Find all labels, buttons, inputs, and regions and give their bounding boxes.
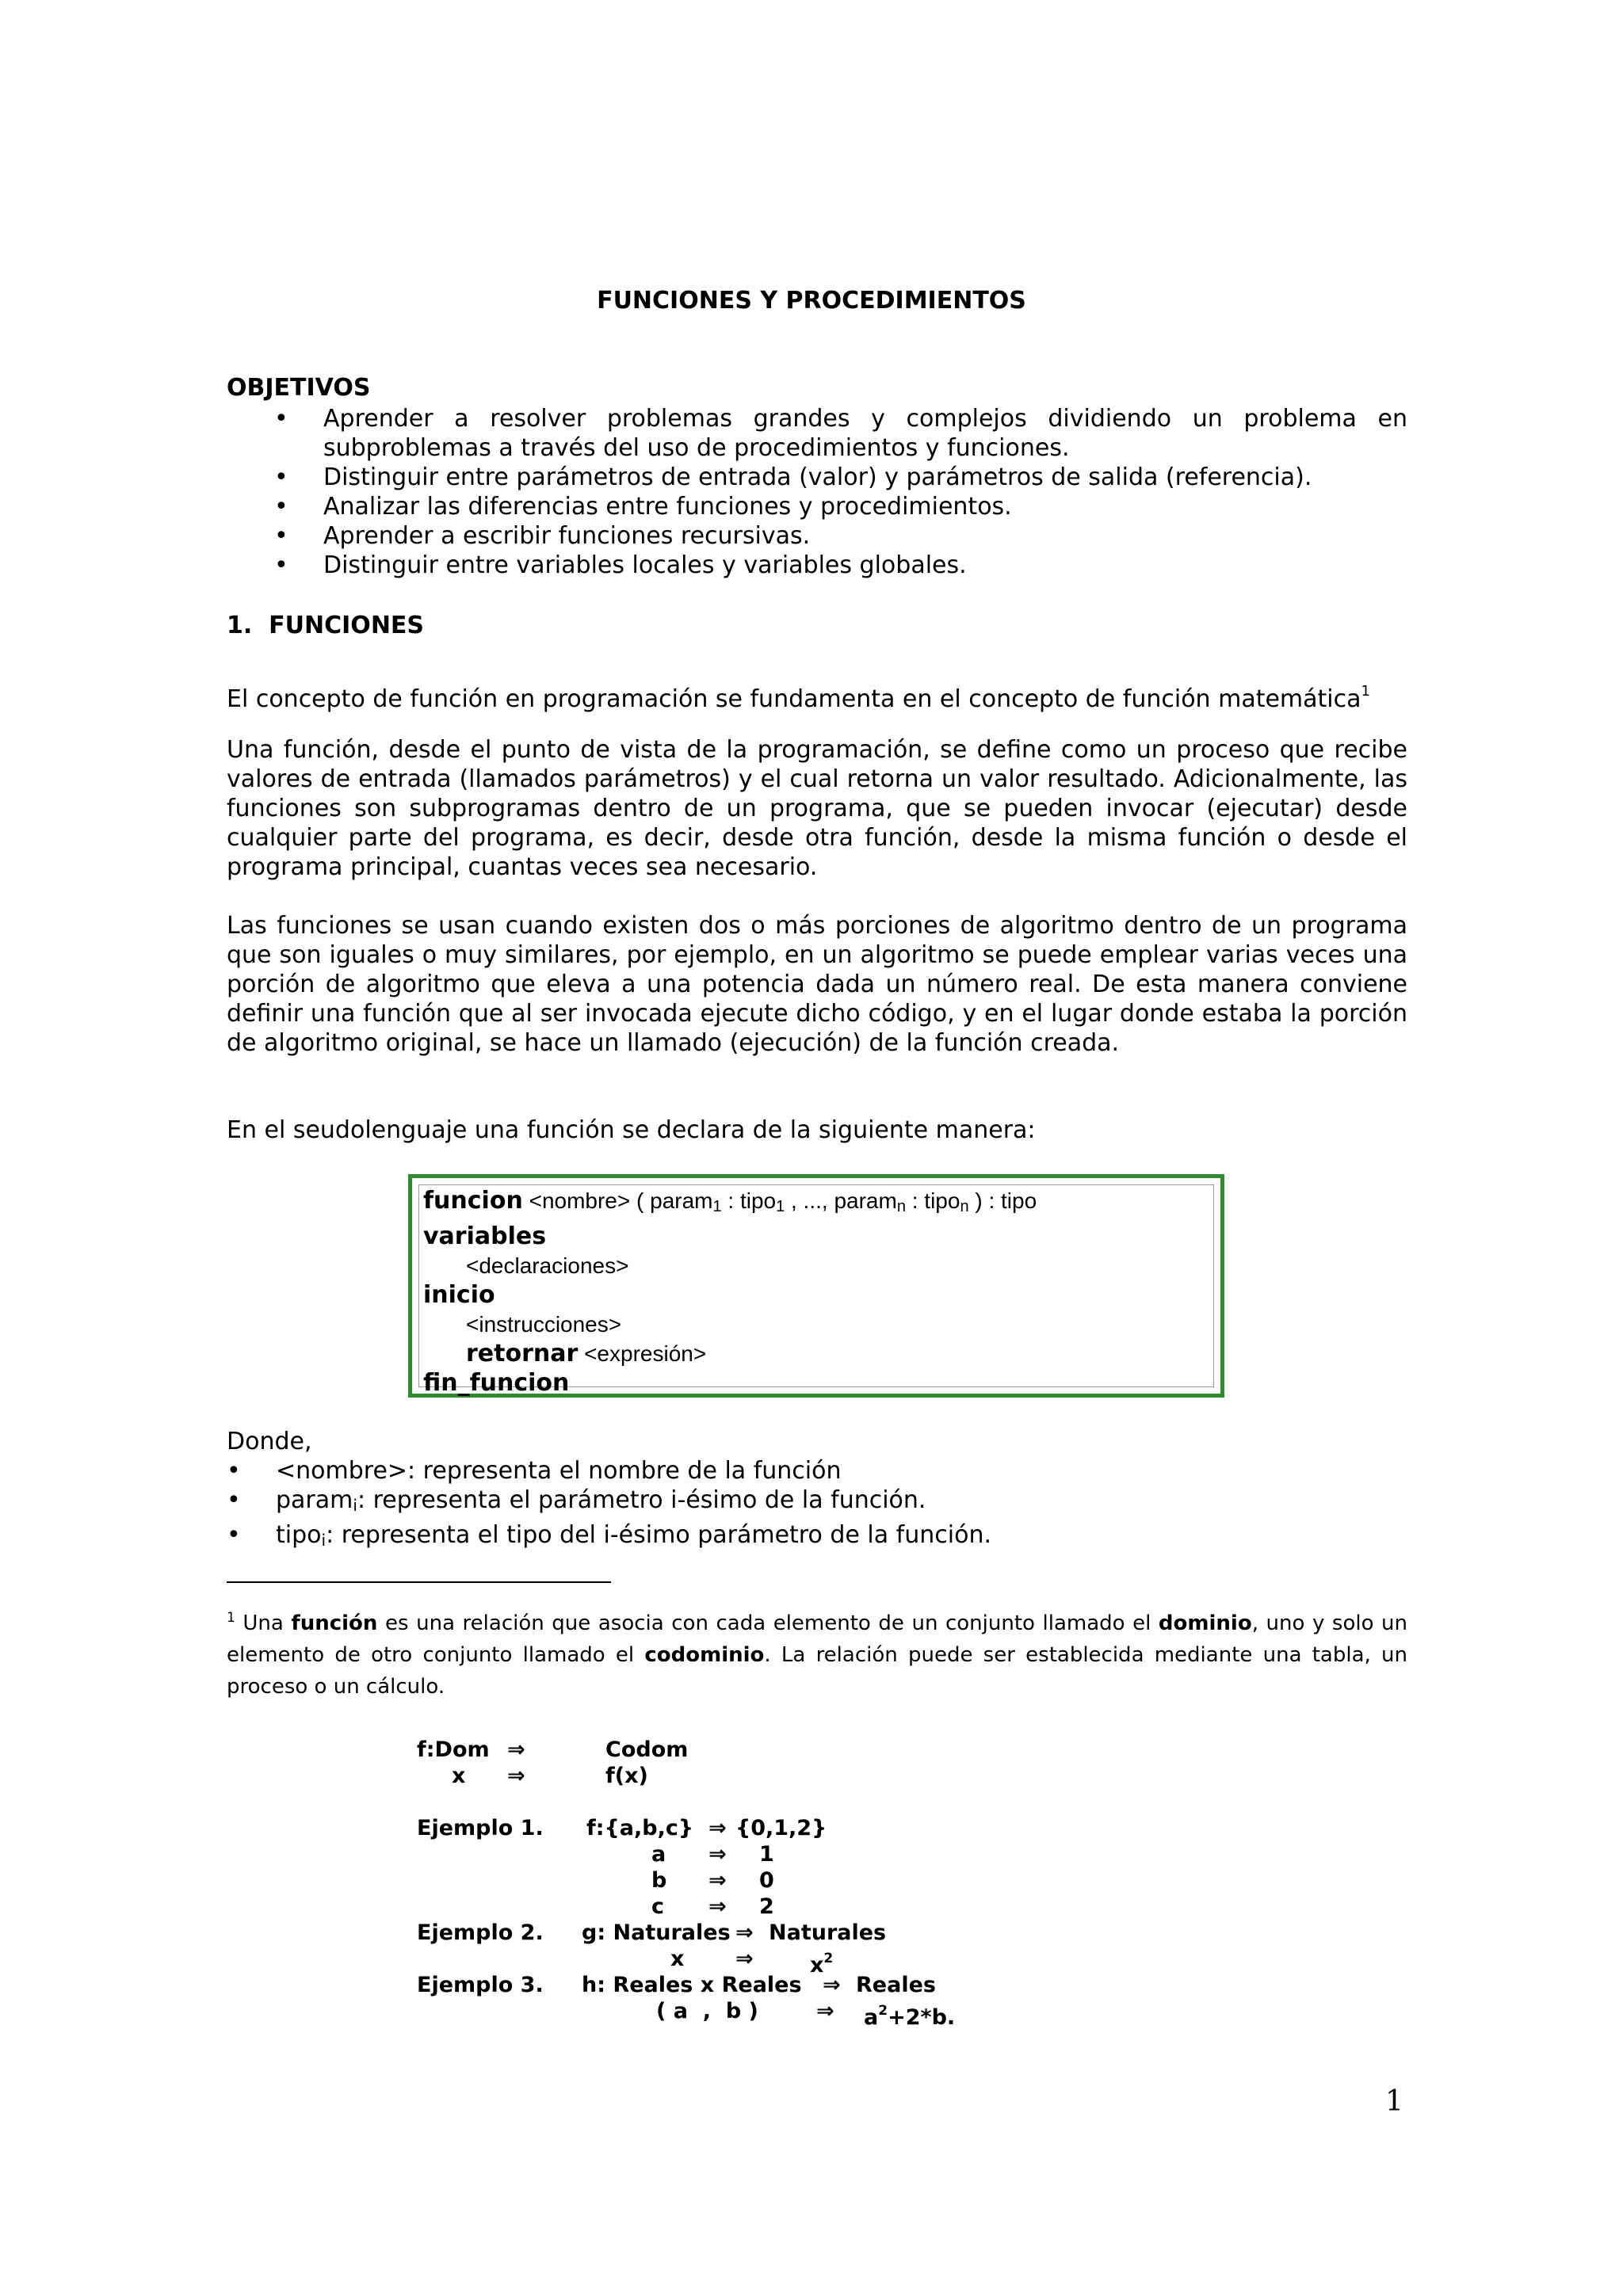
term-description: : representa el parámetro i-ésimo de la función. [357,1486,926,1514]
code-text: : tipo [905,1188,960,1213]
donde-list [227,1456,1407,1555]
footnote-bold: dominio [1158,1611,1252,1635]
code-text: <nombre> ( param [522,1188,713,1213]
example-text: {0,1,2} [735,1816,827,1840]
example-text: g: Naturales [582,1920,731,1945]
page-number: 1 [1385,2085,1403,2118]
arrow-icon: ⇒ [708,1894,727,1919]
code-text: ) : tipo [968,1188,1037,1213]
code-block [423,1186,1037,1398]
subscript: 1 [776,1198,785,1215]
section-title: FUNCIONES [269,612,425,639]
footnote-bold: codominio [644,1643,765,1667]
keyword-variables: variables [423,1222,547,1250]
keyword-retornar: retornar [466,1340,579,1367]
list-item: • Distinguir entre variables locales y variables globales. [227,551,1407,580]
example-text: f(x) [605,1764,648,1788]
example-text: x [810,1953,824,1978]
keyword-funcion: funcion [423,1187,523,1215]
subscript: i [321,1531,327,1550]
arrow-icon: ⇒ [507,1737,525,1762]
footnote-text: Una [235,1611,292,1635]
example-label: Ejemplo 3. [417,1973,544,1997]
objetivos-list [227,404,1407,580]
objetivos-heading: OBJETIVOS [227,374,371,402]
superscript: 2 [823,1951,834,1966]
paragraph-usage: Las funciones se usan cuando existen dos o más porciones de algoritmo dentro de un programa que son iguales o muy similares, por ejemplo, en un algoritmo se puede emplear varias veces una porción de algoritmo que eleva a una potencia dada un número real. De esta manera conviene definir una función que al ser invocada ejecute dicho código, y en el lugar donde estaba la porción de algoritmo original, se hace un llamado (ejecución) de la función creada. [227,912,1407,1057]
example-text: x [670,1947,685,1971]
list-item [227,1520,1407,1555]
arrow-icon: ⇒ [708,1816,727,1840]
example-text: f:{a,b,c} [586,1816,694,1840]
section-heading [227,612,424,639]
arrow-icon: ⇒ [708,1842,727,1867]
example-text: Reales [856,1973,936,1997]
arrow-icon: ⇒ [735,1920,754,1945]
example-text: Codom [605,1737,689,1762]
example-text: h: Reales x Reales [582,1973,802,1997]
example-text: a [864,2005,879,2030]
subscript: 1 [712,1198,722,1215]
term: param [276,1486,353,1514]
arrow-icon: ⇒ [507,1764,525,1788]
subscript: n [896,1198,906,1215]
subscript: n [960,1198,969,1215]
example-text [864,1998,955,2031]
example-text: +2*b. [888,2005,956,2030]
keyword-fin-funcion: fin_funcion [423,1369,570,1397]
example-text: b [651,1868,667,1893]
code-expresion: <expresión> [578,1341,707,1366]
intro-text: El concepto de función en programación se fundamenta en el concepto de función matemática [227,685,1361,713]
code-box [408,1174,1224,1398]
arrow-icon: ⇒ [823,1973,841,1997]
footnote [227,1602,1407,1703]
footnote-text: es una relación que asocia con cada elemento de un conjunto llamado el [377,1611,1159,1635]
page-title: FUNCIONES Y PROCEDIMIENTOS [597,287,1026,315]
code-declaraciones: <declaraciones> [466,1253,629,1278]
intro-paragraph [227,677,1407,714]
footnote-separator [227,1581,611,1583]
section-number: 1. [227,612,253,639]
example-label: Ejemplo 2. [417,1920,544,1945]
list-item: • <nombre>: representa el nombre de la función [227,1456,1407,1486]
code-line-retornar [423,1339,1037,1368]
example-text: c [651,1894,665,1919]
keyword-inicio: inicio [423,1281,495,1309]
donde-label: Donde, [227,1428,312,1455]
term: tipo [276,1521,322,1549]
arrow-icon: ⇒ [735,1947,754,1971]
footnote-text: . La relación puede ser establecida mediante una tabla, un proceso o un cálculo. [227,1643,1407,1699]
example-text: Naturales [769,1920,887,1945]
footnote-text: , uno y solo un elemento de otro conjunto llamado el [227,1611,1407,1667]
code-instrucciones: <instrucciones> [466,1312,622,1337]
example-text: a [651,1842,666,1867]
example-text: x [452,1764,466,1788]
example-text: f:Dom [417,1737,490,1762]
list-item: • Distinguir entre parámetros de entrada (valor) y parámetros de salida (referencia). [227,463,1407,492]
paragraph-declaration: En el seudolenguaje una función se declara de la siguiente manera: [227,1116,1036,1144]
list-item [227,1486,1407,1520]
superscript: 2 [878,2003,888,2019]
example-text: 0 [759,1868,774,1893]
footnote-bold: función [291,1611,378,1635]
example-text: 2 [759,1894,774,1919]
term-description: : representa el tipo del i-ésimo parámetro de la función. [326,1521,991,1549]
example-label: Ejemplo 1. [417,1816,544,1840]
paragraph-definition: Una función, desde el punto de vista de la programación, se define como un proceso que recibe valores de entrada (llamados parámetros) y el cual retorna un valor resultado. Adicionalmente, las funciones son subprogramas dentro de un programa, que se pueden invocar (ejecutar) desde cualquier parte del programa, es decir, desde otra función, desde la misma función o desde el programa principal, cuantas veces sea necesario. [227,736,1407,881]
footnote-mark: 1 [227,1610,235,1626]
list-item: • Aprender a resolver problemas grandes y complejos dividiendo un problema en subproblemas a través del uso de procedimientos y funciones. [227,404,1407,463]
footnote-ref: 1 [1361,683,1370,700]
arrow-icon: ⇒ [816,1999,834,2023]
list-item: • Analizar las diferencias entre funciones y procedimientos. [227,492,1407,521]
code-line-signature [423,1186,1037,1222]
example-text: 1 [759,1842,774,1867]
subscript: i [353,1496,357,1515]
example-text: ( a , b ) [656,1999,758,2023]
code-text: : tipo [721,1188,777,1213]
arrow-icon: ⇒ [708,1868,727,1893]
list-item: • Aprender a escribir funciones recursivas. [227,521,1407,551]
code-text: , ..., param [785,1188,897,1213]
